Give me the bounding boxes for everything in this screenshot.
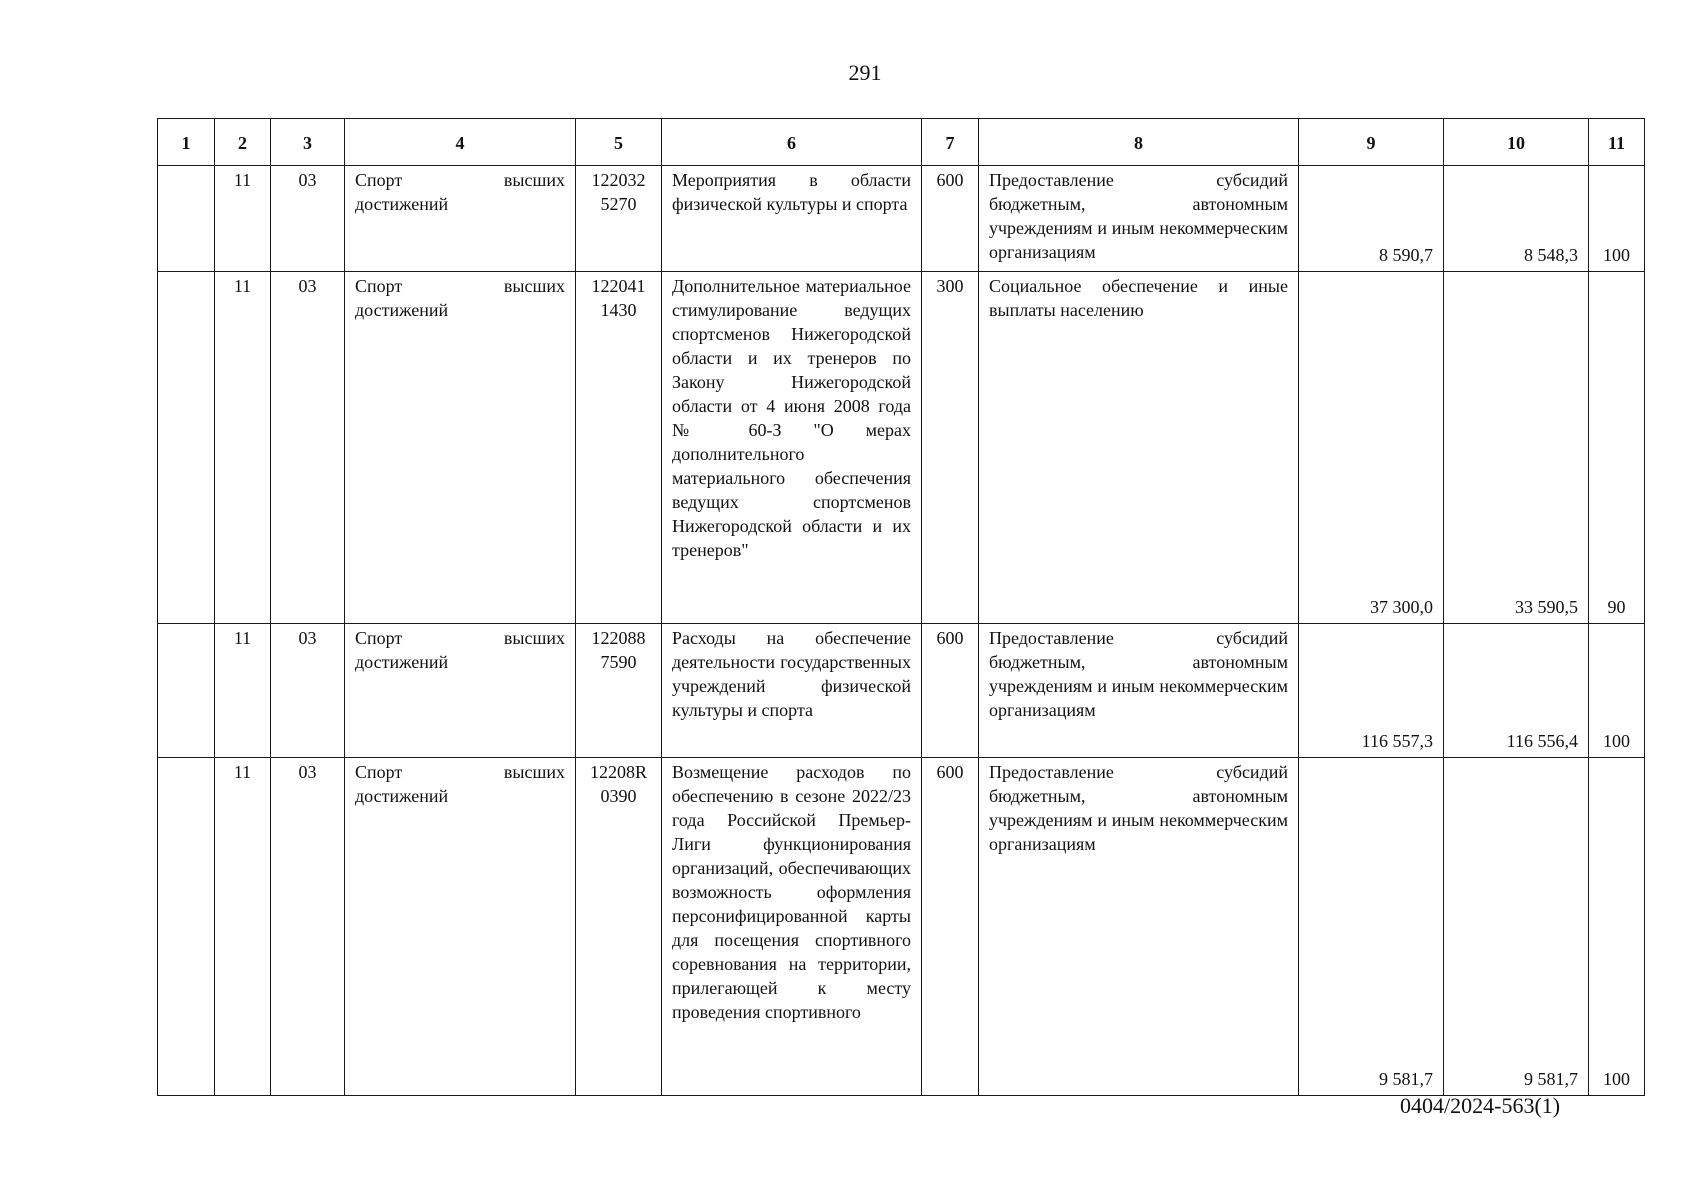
cell-expense-type: 600 xyxy=(922,758,979,1096)
subsection-name-word-1: Спорт xyxy=(355,762,403,782)
subsection-name-word-1: Спорт xyxy=(355,170,403,190)
subsection-name-word-2: высших xyxy=(503,276,565,296)
cell-expense-type-name: Предоставление субсидий бюджетным, автономным учреждениям и иным некоммерческим организациям xyxy=(979,624,1299,758)
cell-article-name: Возмещение расходов по обеспечению в сезоне 2022/23 года Российской Премьер-Лиги функционирования организаций, обеспечивающих возможность оформления персонифицированной карты для посещения спортивного соревнования на территории, прилегающей к месту проведения спортивного xyxy=(662,758,922,1096)
subsection-name-word-1: Спорт xyxy=(355,628,403,648)
cell-article-name: Дополнительное материальное стимулирование ведущих спортсменов Нижегородской области и их тренеров по Закону Нижегородской области от 4 июня 2008 года № 60-З "О мерах дополнительного материального обеспечения ведущих спортсменов Нижегородской области и их тренеров" xyxy=(662,272,922,624)
cell-target-article: 122041 1430 xyxy=(576,272,662,624)
table-row xyxy=(158,166,1645,272)
cell-percent: 100 xyxy=(1589,624,1645,758)
cell-subsection: 03 xyxy=(271,758,345,1096)
header-col-6: 6 xyxy=(662,119,922,166)
cell-section: 11 xyxy=(215,272,271,624)
cell-percent: 90 xyxy=(1589,272,1645,624)
budget-table xyxy=(157,118,1645,1096)
cell-planned-amount: 37 300,0 xyxy=(1299,272,1444,624)
cell-subsection: 03 xyxy=(271,272,345,624)
table-header xyxy=(158,119,1645,166)
header-col-2: 2 xyxy=(215,119,271,166)
cell-target-article: 12208R 0390 xyxy=(576,758,662,1096)
cell-section: 11 xyxy=(215,624,271,758)
cell-actual-amount: 33 590,5 xyxy=(1444,272,1589,624)
header-col-5: 5 xyxy=(576,119,662,166)
cell-expense-type-name: Предоставление субсидий бюджетным, автономным учреждениям и иным некоммерческим организациям xyxy=(979,758,1299,1096)
header-col-7: 7 xyxy=(922,119,979,166)
subsection-name-word-3: достижений xyxy=(355,786,449,806)
subsection-name xyxy=(355,626,565,674)
cell-subsection-name xyxy=(345,272,576,624)
subsection-name-word-3: достижений xyxy=(355,652,449,672)
header-col-10: 10 xyxy=(1444,119,1589,166)
cell-actual-amount: 8 548,3 xyxy=(1444,166,1589,272)
cell-planned-amount: 9 581,7 xyxy=(1299,758,1444,1096)
subsection-name-word-2: высших xyxy=(503,762,565,782)
subsection-name xyxy=(355,168,565,216)
subsection-name-word-2: высших xyxy=(503,170,565,190)
page-number: 291 xyxy=(848,60,882,85)
header-col-11: 11 xyxy=(1589,119,1645,166)
cell-col-1 xyxy=(158,758,215,1096)
table-row xyxy=(158,624,1645,758)
table-body xyxy=(158,166,1645,1096)
cell-planned-amount: 116 557,3 xyxy=(1299,624,1444,758)
cell-actual-amount: 9 581,7 xyxy=(1444,758,1589,1096)
cell-subsection-name xyxy=(345,166,576,272)
cell-article-name: Расходы на обеспечение деятельности государственных учреждений физической культуры и спорта xyxy=(662,624,922,758)
subsection-name xyxy=(355,274,565,322)
cell-col-1 xyxy=(158,166,215,272)
cell-subsection: 03 xyxy=(271,166,345,272)
cell-expense-type: 600 xyxy=(922,624,979,758)
cell-actual-amount: 116 556,4 xyxy=(1444,624,1589,758)
cell-subsection-name xyxy=(345,758,576,1096)
header-col-8: 8 xyxy=(979,119,1299,166)
cell-expense-type: 300 xyxy=(922,272,979,624)
table-row xyxy=(158,272,1645,624)
cell-percent: 100 xyxy=(1589,758,1645,1096)
header-col-4: 4 xyxy=(345,119,576,166)
cell-planned-amount: 8 590,7 xyxy=(1299,166,1444,272)
table-row xyxy=(158,758,1645,1096)
cell-section: 11 xyxy=(215,166,271,272)
cell-expense-type-name: Предоставление субсидий бюджетным, автономным учреждениям и иным некоммерческим организациям xyxy=(979,166,1299,272)
subsection-name-word-3: достижений xyxy=(355,300,449,320)
document-code: 0404/2024-563(1) xyxy=(1400,1093,1561,1118)
header-col-3: 3 xyxy=(271,119,345,166)
subsection-name xyxy=(355,760,565,808)
header-col-9: 9 xyxy=(1299,119,1444,166)
cell-subsection: 03 xyxy=(271,624,345,758)
cell-target-article: 122032 5270 xyxy=(576,166,662,272)
cell-col-1 xyxy=(158,272,215,624)
cell-expense-type-name: Социальное обеспечение и иные выплаты населению xyxy=(979,272,1299,624)
cell-target-article: 122088 7590 xyxy=(576,624,662,758)
header-col-1: 1 xyxy=(158,119,215,166)
cell-subsection-name xyxy=(345,624,576,758)
cell-col-1 xyxy=(158,624,215,758)
cell-expense-type: 600 xyxy=(922,166,979,272)
cell-section: 11 xyxy=(215,758,271,1096)
subsection-name-word-2: высших xyxy=(503,628,565,648)
subsection-name-word-1: Спорт xyxy=(355,276,403,296)
cell-percent: 100 xyxy=(1589,166,1645,272)
cell-article-name: Мероприятия в области физической культуры и спорта xyxy=(662,166,922,272)
header-row xyxy=(158,119,1645,166)
subsection-name-word-3: достижений xyxy=(355,194,449,214)
